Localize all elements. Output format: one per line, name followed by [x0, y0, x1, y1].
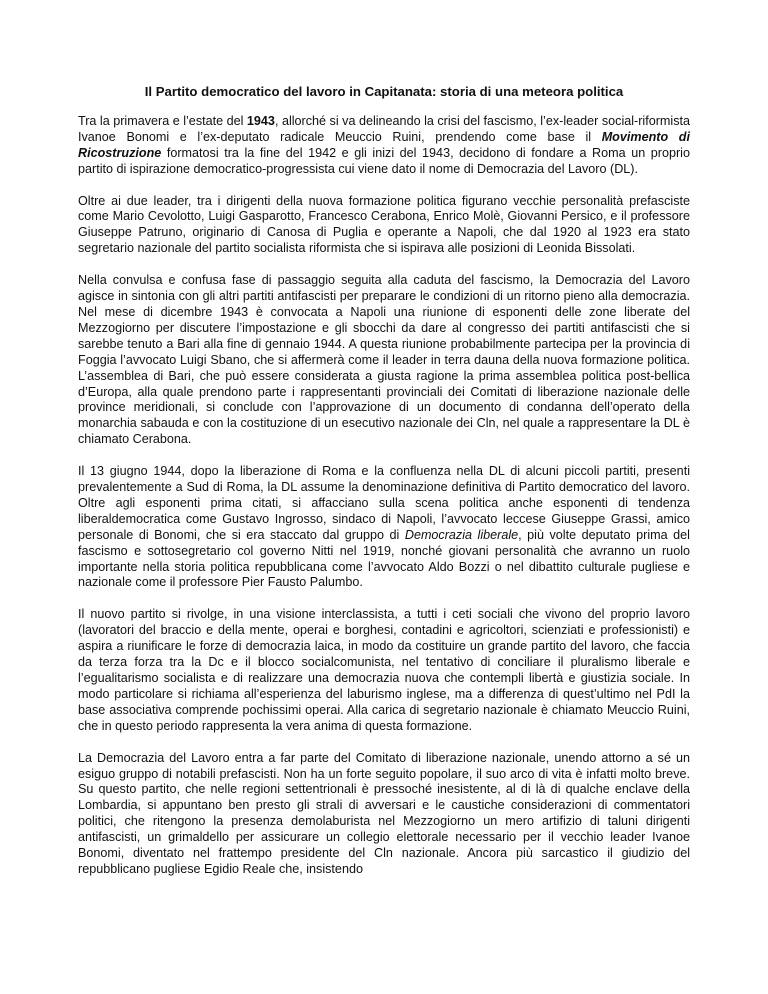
paragraph-1-text-c: formatosi tra la fine del 1942 e gli inizi del 1943, decidono di fondare a Roma un proprio partito di ispirazione democratico-progressista cui viene dato il nome di Democrazia del Lavoro (DL). — [78, 145, 690, 176]
paragraph-5: Il nuovo partito si rivolge, in una visione interclassista, a tutti i ceti sociali che vivono del proprio lavoro (lavoratori del braccio e della mente, operai e borghesi, contadini e agricoltori, scienziati e professionisti) e aspira a riunificare le forze di democrazia laica, in modo da costituire un grande partito del lavoro, che faccia da terza forza tra la Dc e il blocco socialcomunista, nel tentativo di conciliare il pluralismo liberale e l’egualitarismo socialista e di realizzare una democrazia nuova che contempli libertà e giustizia sociale. In modo particolare si richiama all’esperienza del laburismo inglese, ma a differenza di quest’ultimo nel PdI la base associativa comprende pochissimi operai. Alla carica di segretario nazionale è chiamato Meuccio Ruini, che in questo periodo rappresenta la vera anima di questa formazione. — [78, 607, 690, 733]
paragraph-1 — [78, 114, 690, 178]
paragraph-4-text-a: Il 13 giugno 1944, dopo la liberazione di Roma e la confluenza nella DL di alcuni piccoli partiti, presenti prevalentemente a Sud di Roma, la DL assume la denominazione definitiva di Partito democratico del lavoro. Oltre agli esponenti prima citati, si affacciano sulla scena politica anche esponenti di tendenza liberaldemocratica come Gustavo Ingrosso, sindaco di Napoli, l’avvocato leccese Giuseppe Grassi, amico personale di Bonomi, che si era staccato dal gruppo di — [78, 464, 690, 542]
paragraph-6: La Democrazia del Lavoro entra a far parte del Comitato di liberazione nazionale, unendo attorno a sé un esiguo gruppo di notabili prefascisti. Non ha un forte seguito popolare, il suo arco di vita è infatti molto breve. Su questo partito, che nelle regioni settentrionali è pressoché inesistente, al di là di qualche enclave della Lombardia, si appuntano ben presto gli strali di avversari e le caustiche considerazioni di commentatori politici, che ritengono la presenza demolaburista nel Mezzogiorno un mero artifizio di taluni dirigenti antifascisti, un grimaldello per assicurare un collegio elettorale necessario per il vecchio leader Ivanoe Bonomi, diventato nel frattempo presidente del Cln nazionale. Ancora più sarcastico il giudizio del repubblicano pugliese Egidio Reale che, insistendo — [78, 750, 690, 876]
paragraph-1-text-a: Tra la primavera e l’estate del — [78, 113, 247, 128]
movement-name: Movimento di Ricostruzione — [78, 129, 690, 160]
paragraph-1-text-b: , allorché si va delineando la crisi del fascismo, l’ex-leader social-riformista Ivanoe Bonomi e l’ex-deputato radicale Meuccio Ruini, prendendo come base il — [78, 113, 691, 144]
group-name: Democrazia liberale — [404, 527, 519, 542]
paragraph-4-text-b: , più volte deputato prima del fascismo e sottosegretario col governo Nitti nel 1919, nonché giovani personalità che avranno un ruolo importante nella storia politica repubblicana come l’avvocato Aldo Bozzi o nel dibattito culturale pugliese e nazionale come il professore Pier Fausto Palumbo. — [78, 527, 690, 590]
document-page — [78, 76, 690, 894]
paragraph-4 — [78, 464, 690, 591]
document-title: Il Partito democratico del lavoro in Capitanata: storia di una meteora politica — [144, 84, 624, 99]
year-bold: 1943 — [246, 113, 275, 128]
paragraph-3: Nella convulsa e confusa fase di passaggio seguita alla caduta del fascismo, la Democrazia del Lavoro agisce in sintonia con gli altri partiti antifascisti per preparare le condizioni di un ritorno pieno alla democrazia. Nel mese di dicembre 1943 è convocata a Napoli una riunione di esponenti delle zone liberate del Mezzogiorno per discutere l’impostazione e gli sbocchi da dare al congresso dei partiti antifascisti che si sarebbe tenuto a Bari alla fine di gennaio 1944. A questa riunione probabilmente partecipa per la provincia di Foggia l’avvocato Luigi Sbano, che si affermerà come il leader in terra dauna della nuova formazione politica. L’assemblea di Bari, che può essere considerata a giusta ragione la prima assemblea politica post-bellica d’Europa, alla quale prendono parte i rappresentanti provinciali dei Comitati di liberazione nazionale delle province meridionali, si conclude con l’approvazione di un documento di condanna dell’operato della monarchia sabauda e con la costituzione di un esecutivo nazionale dei Cln, nel quale a rappresentare la DL è chiamato Cerabona. — [78, 273, 690, 447]
paragraph-2: Oltre ai due leader, tra i dirigenti della nuova formazione politica figurano vecchie personalità prefasciste come Mario Cevolotto, Luigi Gasparotto, Francesco Cerabona, Enrico Molè, Giovanni Persico, e il professore Giuseppe Patruno, originario di Canosa di Puglia e operante a Napoli, che dal 1920 al 1923 era stato segretario nazionale del partito socialista riformista che si ispirava alle posizioni di Leonida Bissolati. — [78, 193, 690, 256]
